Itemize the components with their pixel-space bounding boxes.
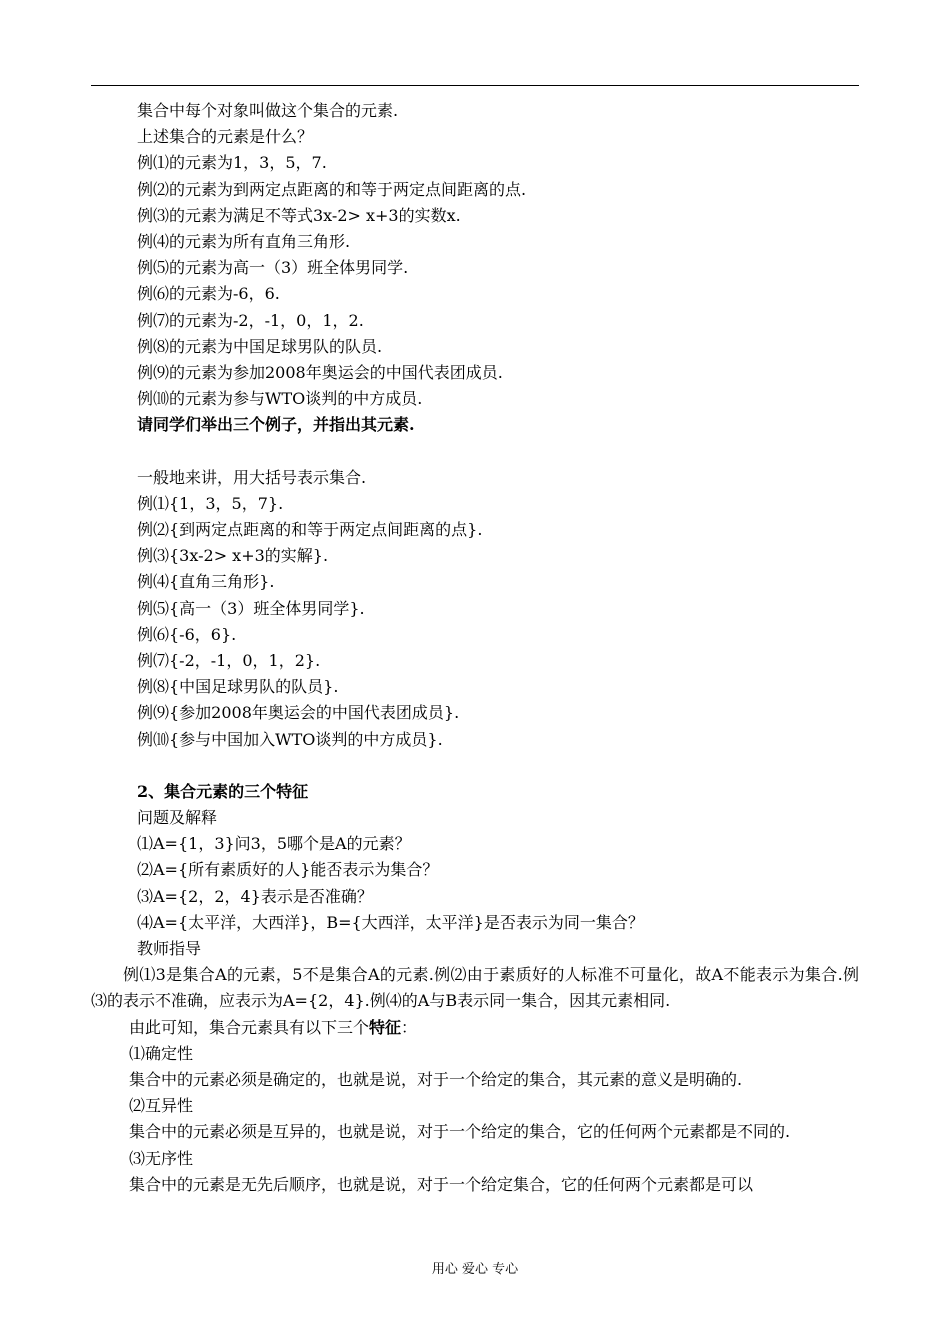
conclusion-keyword: 特征 [369, 1017, 402, 1037]
text-line: 上述集合的元素是什么？ [137, 127, 314, 147]
text-line: 例⑷的元素为所有直角三角形. [137, 231, 351, 251]
page-content [91, 98, 859, 1198]
text-line: 例⑻的元素为中国足球男队的队员. [137, 336, 383, 356]
blank-line [91, 438, 859, 464]
exercise-prompt: 请同学们举出三个例子，并指出其元素. [137, 415, 415, 435]
feature-title: ⑴确定性 [129, 1043, 194, 1063]
question-line: ⑶A={2，2，4}表示是否准确？ [137, 886, 373, 906]
text-line: 例⑵的元素为到两定点距离的和等于两定点间距离的点. [137, 179, 527, 199]
text-line: 例⑹的元素为-6，6. [137, 284, 280, 304]
text-line: 例⑼{参加2008年奥运会的中国代表团成员}. [137, 703, 460, 723]
header-rule [91, 85, 859, 86]
text-line: 例⑻{中国足球男队的队员}. [137, 677, 339, 697]
text-line: 例⑶{3x-2> x+3的实解}. [137, 546, 329, 566]
conclusion-colon: ： [401, 1017, 418, 1037]
blank-line [91, 753, 859, 779]
text-line: 一般地来讲，用大括号表示集合. [137, 467, 367, 487]
text-line: 集合中每个对象叫做这个集合的元素. [137, 101, 399, 120]
section-heading: 2、集合元素的三个特征 [137, 781, 309, 801]
text-line: 例⑴{1，3，5，7}. [137, 493, 284, 513]
question-line: ⑵A={所有素质好的人}能否表示为集合？ [137, 860, 439, 880]
text-line: 例⑷{直角三角形}. [137, 572, 275, 592]
text-line: 例⑺的元素为-2，-1，0，1，2. [137, 310, 364, 330]
page-footer: 用心 爱心 专心 [431, 1262, 519, 1277]
feature-text: 集合中的元素是无先后顺序，也就是说，对于一个给定集合，它的任何两个元素都是可以 [129, 1174, 754, 1194]
text-line: 例⑽的元素为参与WTO谈判的中方成员. [137, 389, 423, 409]
text-line: 例⑽{参与中国加入WTO谈判的中方成员}. [137, 729, 443, 749]
text-line: 例⑶的元素为满足不等式3x-2> x+3的实数x. [137, 205, 461, 225]
guide-label: 教师指导 [137, 939, 202, 958]
text-line: 例⑹{-6，6}. [137, 624, 237, 644]
conclusion-text: 由此可知，集合元素具有以下三个 [129, 1017, 370, 1037]
question-line: ⑴A={1，3}问3，5哪个是A的元素？ [137, 834, 411, 854]
feature-text: 集合中的元素必须是互异的，也就是说，对于一个给定的集合，它的任何两个元素都是不同的. [129, 1122, 791, 1142]
text-line: 例⑸{高一（3）班全体男同学}. [137, 598, 365, 618]
feature-title: ⑵互异性 [129, 1096, 194, 1116]
subheading: 问题及解释 [137, 808, 218, 828]
text-line: 例⑸的元素为高一（3）班全体男同学. [137, 258, 409, 278]
guide-paragraph: 例⑴3是集合A的元素，5不是集合A的元素.例⑵由于素质好的人标准不可量化，故A不能表示为集合.例⑶的表示不准确，应表示为A={2，4}.例⑷的A与B表示同一集合，因其元素相同. [91, 965, 859, 1011]
text-line: 例⑼的元素为参加2008年奥运会的中国代表团成员. [137, 362, 503, 382]
feature-text: 集合中的元素必须是确定的，也就是说，对于一个给定的集合，其元素的意义是明确的. [129, 1069, 743, 1089]
conclusion-line [91, 1015, 859, 1041]
text-line: 例⑺{-2，-1，0，1，2}. [137, 650, 321, 670]
text-line: 例⑵{到两定点距离的和等于两定点间距离的点}. [137, 520, 483, 539]
text-line: 例⑴的元素为1，3，5，7. [137, 153, 327, 173]
feature-title: ⑶无序性 [129, 1148, 194, 1168]
question-line: ⑷A={太平洋，大西洋}，B={大西洋，太平洋}是否表示为同一集合？ [137, 912, 644, 932]
